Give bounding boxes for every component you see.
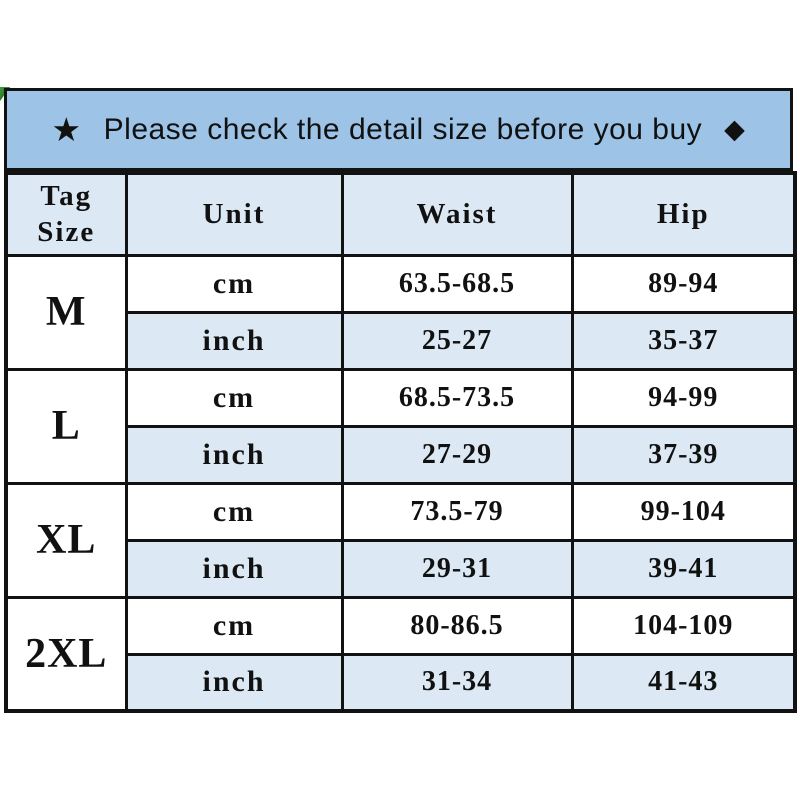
hip-cell: 39-41 (572, 540, 795, 597)
waist-cell: 29-31 (342, 540, 572, 597)
waist-cell: 25-27 (342, 312, 572, 369)
table-header-row (6, 173, 795, 255)
header-hip: Hip (572, 173, 795, 255)
hip-cell: 104-109 (572, 597, 795, 654)
header-unit: Unit (126, 173, 342, 255)
size-table (4, 171, 797, 713)
waist-cell: 27-29 (342, 426, 572, 483)
header-waist: Waist (342, 173, 572, 255)
unit-cell: inch (126, 654, 342, 711)
size-label-xl: XL (6, 483, 126, 597)
unit-cell: cm (126, 597, 342, 654)
table-row (6, 255, 795, 312)
hip-cell: 89-94 (572, 255, 795, 312)
size-label-l: L (6, 369, 126, 483)
diamond-icon: ◆ (724, 114, 746, 144)
unit-cell: cm (126, 483, 342, 540)
table-row (6, 483, 795, 540)
unit-cell: inch (126, 540, 342, 597)
notice-banner-text: Please check the detail size before you buy (103, 112, 703, 146)
header-tag-size (6, 173, 126, 255)
star-icon: ★ (51, 111, 82, 148)
unit-cell: inch (126, 312, 342, 369)
waist-cell: 73.5-79 (342, 483, 572, 540)
table-row (6, 369, 795, 426)
waist-cell: 63.5-68.5 (342, 255, 572, 312)
hip-cell: 35-37 (572, 312, 795, 369)
unit-cell: cm (126, 369, 342, 426)
hip-cell: 99-104 (572, 483, 795, 540)
hip-cell: 94-99 (572, 369, 795, 426)
hip-cell: 41-43 (572, 654, 795, 711)
size-label-m: M (6, 255, 126, 369)
unit-cell: inch (126, 426, 342, 483)
notice-banner (4, 88, 793, 171)
header-tag-line1: Tag (40, 180, 93, 212)
unit-cell: cm (126, 255, 342, 312)
hip-cell: 37-39 (572, 426, 795, 483)
waist-cell: 68.5-73.5 (342, 369, 572, 426)
waist-cell: 31-34 (342, 654, 572, 711)
table-row (6, 597, 795, 654)
size-label-2xl: 2XL (6, 597, 126, 711)
header-tag-line2: Size (37, 216, 96, 249)
waist-cell: 80-86.5 (342, 597, 572, 654)
